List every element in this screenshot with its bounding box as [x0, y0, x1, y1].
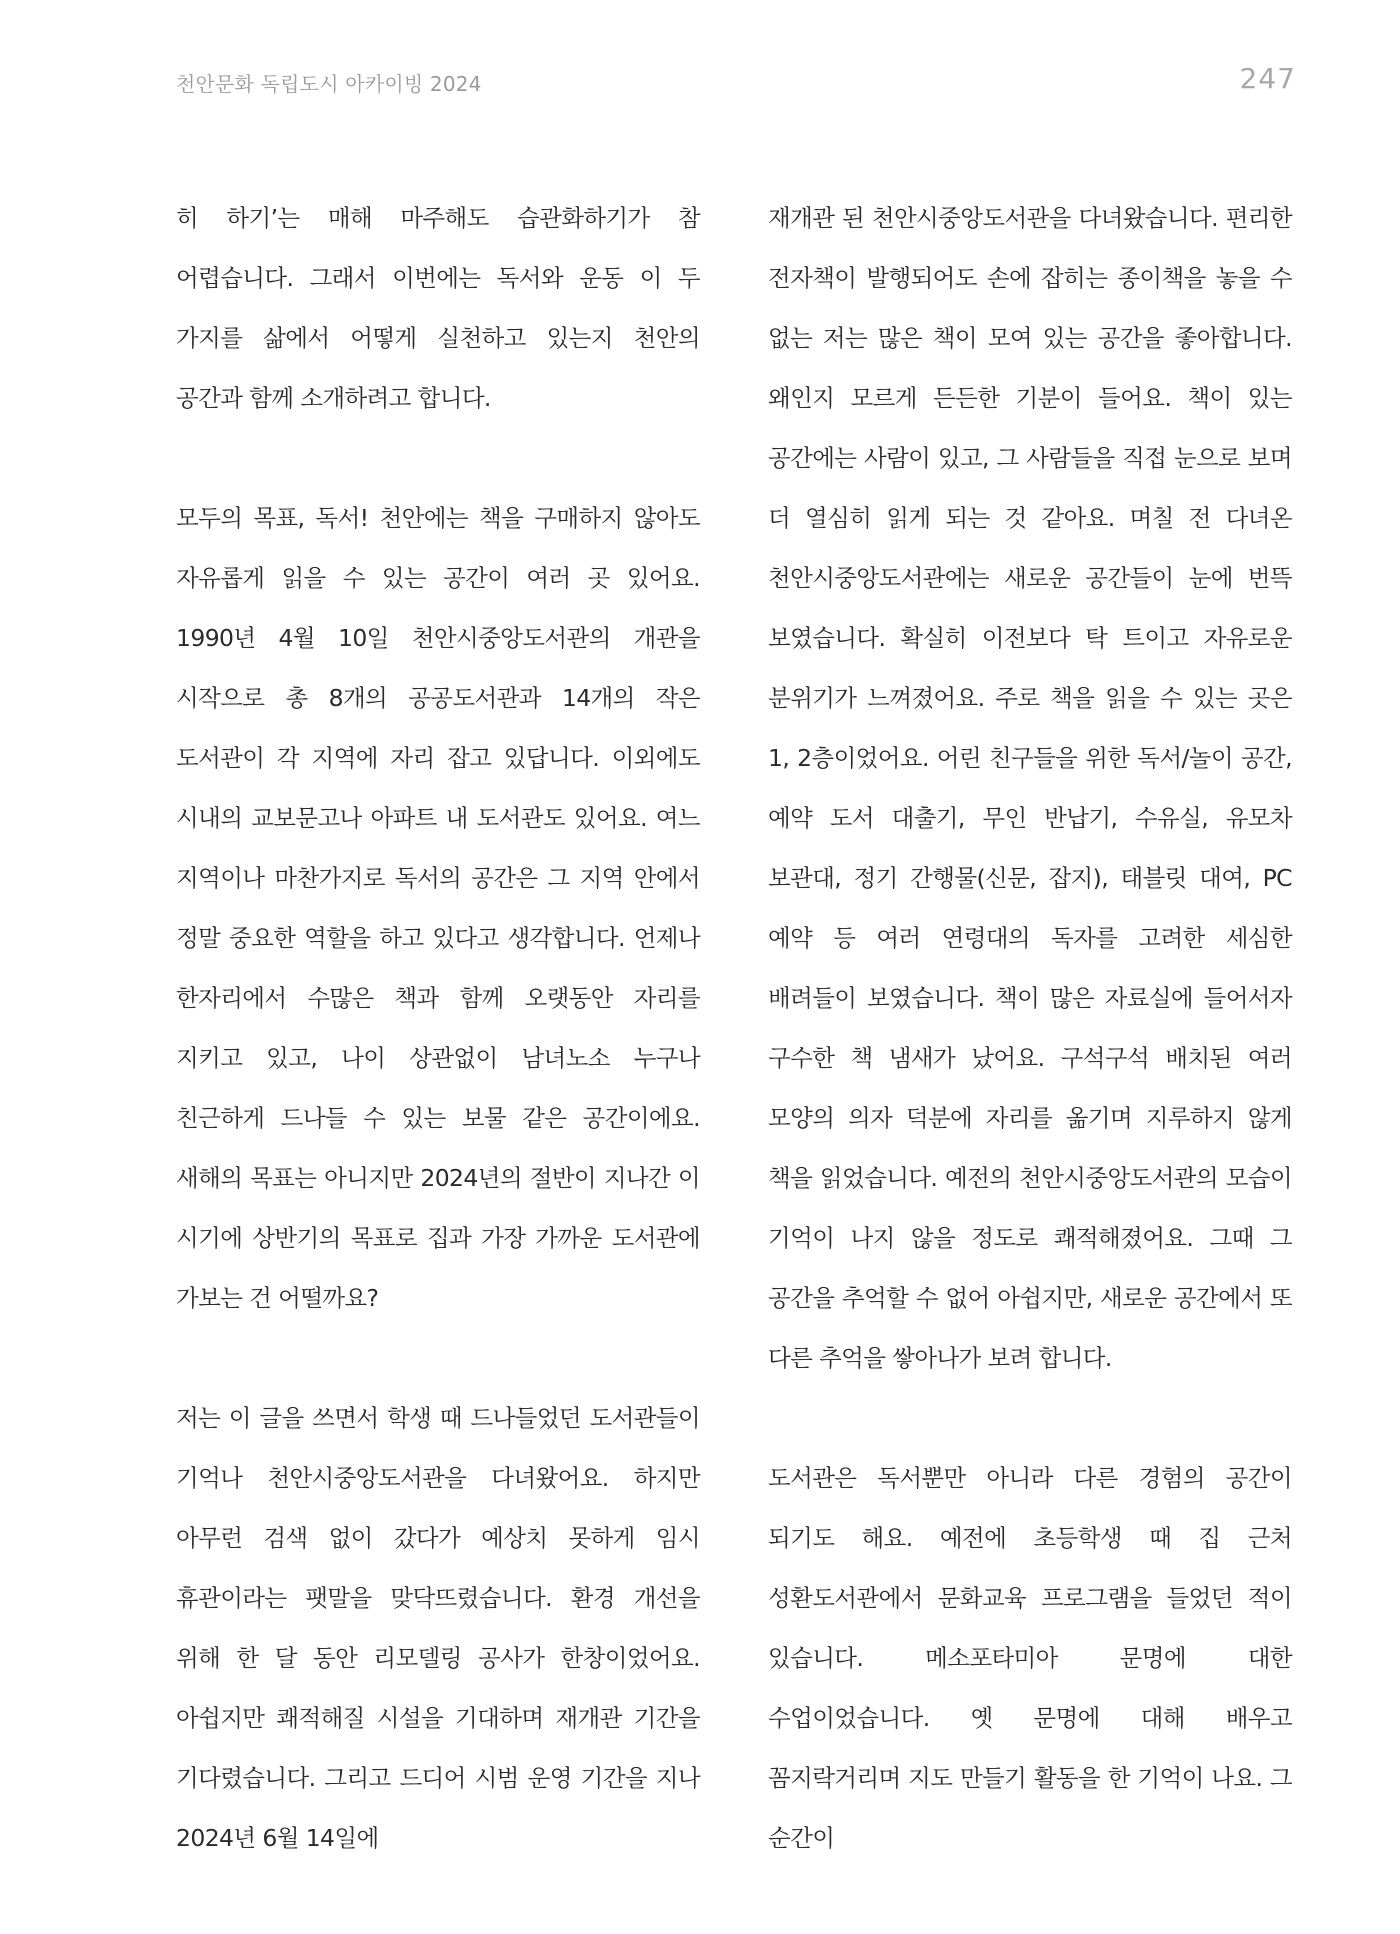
body-paragraph: 히 하기’는 매해 마주해도 습관화하기가 참 어렵습니다. 그래서 이번에는 독서와 운동 이 두 가지를 삶에서 어떻게 실천하고 있는지 천안의 공간과 함께 소개하려고 합니다.	[176, 204, 700, 412]
page-number: 247	[1239, 62, 1296, 95]
body-paragraph: 모두의 목표, 독서! 천안에는 책을 구매하지 않아도 자유롭게 읽을 수 있는 공간이 여러 곳 있어요. 1990년 4월 10일 천안시중앙도서관의 개관을 시작으로 총 8개의 공공도서관과 14개의 작은 도서관이 각 지역에 자리 잡고 있답니다. 이외에도 시내의 교보문고나 아파트 내 도서관도 있어요. 여느 지역이나 마찬가지로 독서의 공간은 그 지역 안에서 정말 중요한 역할을 하고 있다고 생각합니다. 언제나 한자리에서 수많은 책과 함께 오랫동안 자리를 지키고 있고, 나이 상관없이 남녀노소 누구나 친근하게 드나들 수 있는 보물 같은 공간이에요. 새해의 목표는 아니지만 2024년의 절반이 지나간 이 시기에 상반기의 목표로 집과 가장 가까운 도서관에 가보는 건 어떨까요?	[176, 504, 700, 1312]
right-column	[768, 188, 1292, 1928]
body-paragraph: 도서관은 독서뿐만 아니라 다른 경험의 공간이 되기도 해요. 예전에 초등학생 때 집 근처 성환도서관에서 문화교육 프로그램을 들었던 적이 있습니다. 메소포타미아 문명에 대한 수업이었습니다. 옛 문명에 대해 배우고 꼼지락거리며 지도 만들기 활동을 한 기억이 나요. 그 순간이	[768, 1464, 1292, 1852]
left-column	[176, 188, 700, 1928]
body-paragraph: 재개관 된 천안시중앙도서관을 다녀왔습니다. 편리한 전자책이 발행되어도 손에 잡히는 종이책을 놓을 수 없는 저는 많은 책이 모여 있는 공간을 좋아합니다. 왜인지 모르게 든든한 기분이 들어요. 책이 있는 공간에는 사람이 있고, 그 사람들을 직접 눈으로 보며 더 열심히 읽게 되는 것 같아요. 며칠 전 다녀온 천안시중앙도서관에는 새로운 공간들이 눈에 번뜩 보였습니다. 확실히 이전보다 탁 트이고 자유로운 분위기가 느껴졌어요. 주로 책을 읽을 수 있는 곳은 1, 2층이었어요. 어린 친구들을 위한 독서/놀이 공간, 예약 도서 대출기, 무인 반납기, 수유실, 유모차 보관대, 정기 간행물(신문, 잡지), 태블릿 대여, PC 예약 등 여러 연령대의 독자를 고려한 세심한 배려들이 보였습니다. 책이 많은 자료실에 들어서자 구수한 책 냄새가 났어요. 구석구석 배치된 여러 모양의 의자 덕분에 자리를 옮기며 지루하지 않게 책을 읽었습니다. 예전의 천안시중앙도서관의 모습이 기억이 나지 않을 정도로 쾌적해졌어요. 그때 그 공간을 추억할 수 없어 아쉽지만, 새로운 공간에서 또 다른 추억을 쌓아나가 보려 합니다.	[768, 204, 1292, 1372]
running-title: 천안문화 독립도시 아카이빙 2024	[176, 72, 482, 96]
body-paragraph: 저는 이 글을 쓰면서 학생 때 드나들었던 도서관들이 기억나 천안시중앙도서관을 다녀왔어요. 하지만 아무런 검색 없이 갔다가 예상치 못하게 임시 휴관이라는 팻말을 맞닥뜨렸습니다. 환경 개선을 위해 한 달 동안 리모델링 공사가 한창이었어요. 아쉽지만 쾌적해질 시설을 기대하며 재개관 기간을 기다렸습니다. 그리고 드디어 시범 운영 기간을 지나 2024년 6월 14일에	[176, 1404, 700, 1852]
